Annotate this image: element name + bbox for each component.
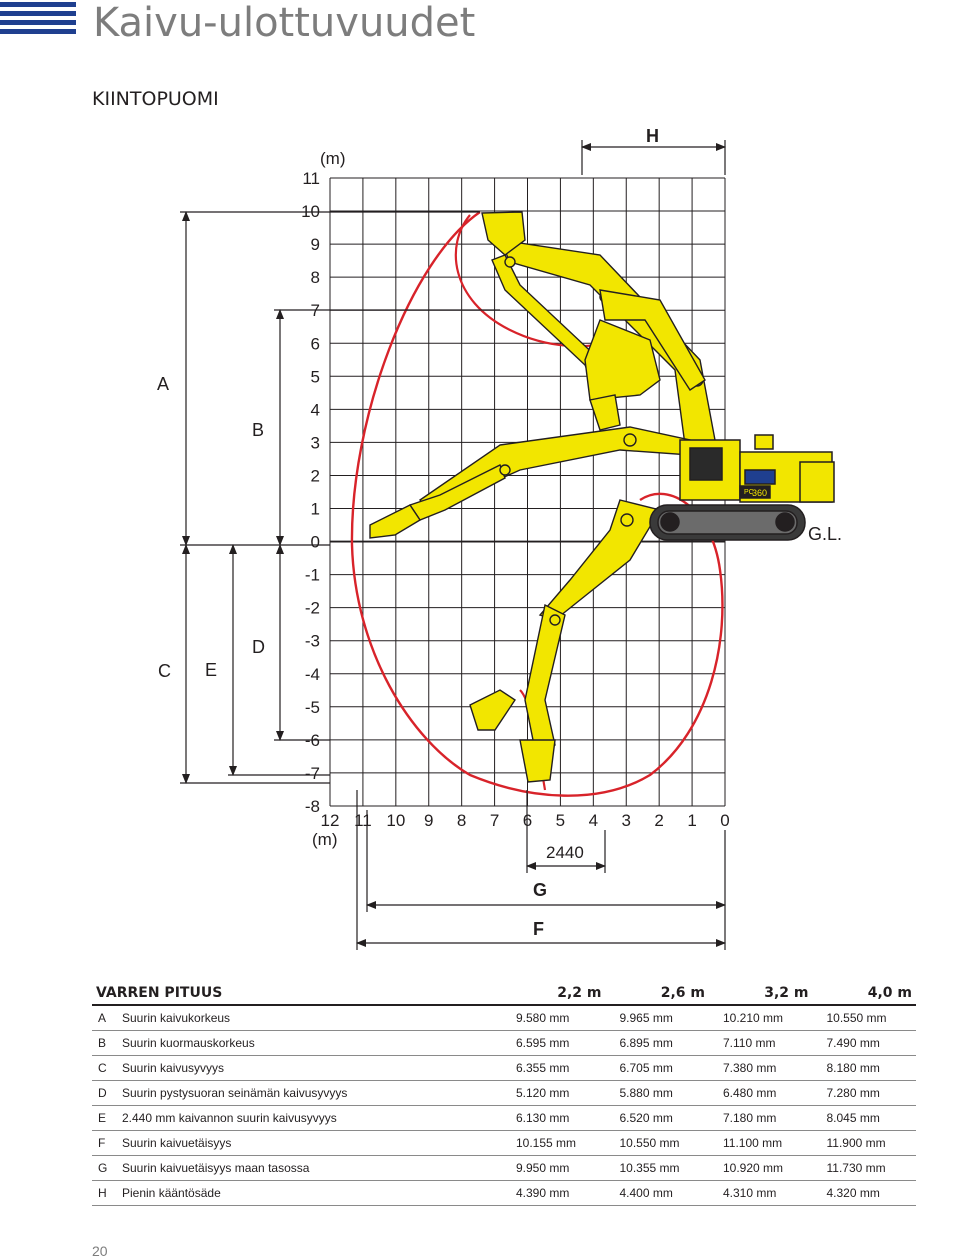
y-tick-label: 1: [310, 499, 320, 519]
dimensions-table: [92, 985, 916, 1206]
row-value: 8.180 mm: [813, 1056, 917, 1081]
row-label: Suurin kaivuetäisyys: [118, 1131, 502, 1156]
row-value: 6.130 mm: [502, 1106, 606, 1131]
row-value: 10.355 mm: [606, 1156, 710, 1181]
x-tick-label: 12: [320, 811, 340, 830]
y-tick-label: 7: [310, 301, 320, 321]
row-label: Suurin kaivukorkeus: [118, 1005, 502, 1031]
row-value: 7.180 mm: [709, 1106, 813, 1131]
x-tick-label: 2: [654, 811, 664, 830]
y-tick-label: 5: [310, 367, 320, 387]
table-row: [92, 1031, 916, 1056]
y-tick-label: -8: [304, 796, 320, 816]
table-row: [92, 1056, 916, 1081]
col-header-4: 4,0 m: [813, 985, 917, 1005]
row-value: 8.045 mm: [813, 1106, 917, 1131]
table-row: [92, 1005, 916, 1031]
row-value: 6.355 mm: [502, 1056, 606, 1081]
col-header-1: 2,2 m: [502, 985, 606, 1005]
row-letter: B: [92, 1031, 118, 1056]
x-axis-unit: (m): [312, 830, 338, 849]
row-value: 7.490 mm: [813, 1031, 917, 1056]
dimension-lines: [180, 140, 725, 950]
x-tick-label: 7: [489, 811, 500, 830]
y-tick-label: 6: [310, 334, 320, 354]
y-tick-label: 11: [302, 169, 320, 188]
row-label: Pienin kääntösäde: [118, 1181, 502, 1206]
y-tick-label: 4: [310, 400, 320, 420]
y-tick-label: -1: [304, 565, 320, 585]
y-tick-label: 10: [301, 202, 320, 222]
y-axis-ticks: [301, 169, 320, 816]
page-number: 20: [92, 1243, 108, 1259]
row-value: 10.550 mm: [813, 1005, 917, 1031]
y-tick-label: -3: [304, 631, 320, 651]
y-axis-unit: (m): [320, 149, 346, 168]
x-tick-label: 9: [424, 811, 434, 830]
x-tick-label: 11: [354, 811, 372, 830]
dim-label-d: D: [252, 637, 265, 657]
col-header-2: 2,6 m: [606, 985, 710, 1005]
y-tick-label: 9: [310, 235, 320, 255]
dim-label-b: B: [252, 420, 265, 440]
row-value: 4.400 mm: [606, 1181, 710, 1206]
dim-label-c: C: [158, 661, 171, 681]
row-value: 10.210 mm: [709, 1005, 813, 1031]
row-value: 9.580 mm: [502, 1005, 606, 1031]
row-value: 5.120 mm: [502, 1081, 606, 1106]
dim-label-a: A: [157, 374, 170, 394]
row-value: 11.100 mm: [709, 1131, 813, 1156]
x-axis-ticks: [321, 811, 730, 830]
row-value: 10.920 mm: [709, 1156, 813, 1181]
x-tick-label: 5: [555, 811, 566, 830]
ground-level-label: G.L.: [808, 524, 843, 544]
dim-label-f: F: [533, 919, 544, 939]
row-letter: A: [92, 1005, 118, 1031]
x-tick-label: 4: [588, 811, 599, 830]
x-tick-label: 0: [720, 811, 730, 830]
y-tick-label: 2: [310, 466, 320, 486]
x-tick-label: 3: [621, 811, 631, 830]
section-subtitle: KIINTOPUOMI: [92, 88, 219, 110]
x-tick-label: 10: [386, 811, 406, 830]
row-label: Suurin kaivusyvyys: [118, 1056, 502, 1081]
table-row: [92, 1081, 916, 1106]
row-label: Suurin kuormauskorkeus: [118, 1031, 502, 1056]
table-header-label: VARREN PITUUS: [92, 985, 502, 1005]
y-tick-label: 8: [310, 268, 320, 288]
y-tick-label: -7: [304, 763, 320, 783]
dim-label-g: G: [533, 880, 548, 900]
row-value: 7.280 mm: [813, 1081, 917, 1106]
page-title: Kaivu-ulottuvuudet: [93, 0, 476, 46]
row-value: 5.880 mm: [606, 1081, 710, 1106]
header-logo-stripes: [0, 2, 76, 42]
row-label: 2.440 mm kaivannon suurin kaivusyvyys: [118, 1106, 502, 1131]
working-range-diagram: [0, 120, 960, 960]
row-value: 7.110 mm: [709, 1031, 813, 1056]
row-value: 6.705 mm: [606, 1056, 710, 1081]
y-tick-label: -2: [304, 598, 320, 618]
row-letter: E: [92, 1106, 118, 1131]
col-header-3: 3,2 m: [709, 985, 813, 1005]
row-letter: H: [92, 1181, 118, 1206]
row-letter: C: [92, 1056, 118, 1081]
row-value: 10.550 mm: [606, 1131, 710, 1156]
row-value: 6.895 mm: [606, 1031, 710, 1056]
row-value: 9.950 mm: [502, 1156, 606, 1181]
x-tick-label: 8: [456, 811, 467, 830]
table-row: [92, 1131, 916, 1156]
machine-badge: PC: [744, 489, 754, 496]
row-letter: G: [92, 1156, 118, 1181]
row-value: 4.390 mm: [502, 1181, 606, 1206]
y-tick-label: 0: [310, 532, 320, 552]
row-value: 6.595 mm: [502, 1031, 606, 1056]
row-value: 4.310 mm: [709, 1181, 813, 1206]
table-row: [92, 1181, 916, 1206]
x-tick-label: 1: [687, 811, 697, 830]
y-tick-label: -5: [304, 697, 320, 717]
dim-label-2440: 2440: [546, 843, 584, 862]
row-value: 6.520 mm: [606, 1106, 710, 1131]
row-label: Suurin pystysuoran seinämän kaivusyvyys: [118, 1081, 502, 1106]
table-row: [92, 1106, 916, 1131]
dim-label-h: H: [646, 126, 659, 146]
row-label: Suurin kaivuetäisyys maan tasossa: [118, 1156, 502, 1181]
row-letter: F: [92, 1131, 118, 1156]
row-value: 9.965 mm: [606, 1005, 710, 1031]
x-tick-label: 6: [522, 811, 533, 830]
row-value: 6.480 mm: [709, 1081, 813, 1106]
row-value: 11.900 mm: [813, 1131, 917, 1156]
y-tick-label: -6: [304, 730, 320, 750]
y-tick-label: 3: [310, 433, 320, 453]
row-value: 7.380 mm: [709, 1056, 813, 1081]
row-value: 4.320 mm: [813, 1181, 917, 1206]
row-value: 11.730 mm: [813, 1156, 917, 1181]
machine-model: 360: [752, 488, 768, 498]
row-value: 10.155 mm: [502, 1131, 606, 1156]
y-tick-label: -4: [304, 664, 320, 684]
dim-label-e: E: [205, 660, 218, 680]
table-header-row: [92, 985, 916, 1005]
table-row: [92, 1156, 916, 1181]
row-letter: D: [92, 1081, 118, 1106]
